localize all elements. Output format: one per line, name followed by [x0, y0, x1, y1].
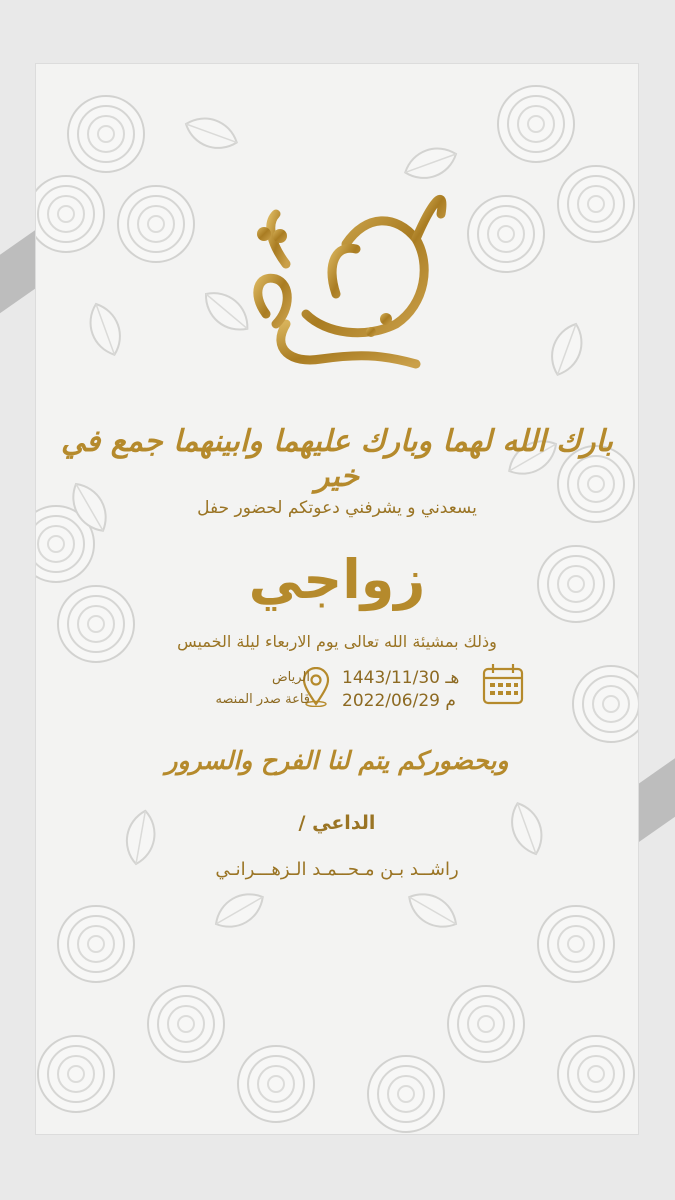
intro-text: يسعدني و يشرفني دعوتكم لحضور حفل [197, 498, 477, 518]
event-when-text: وذلك بمشيئة الله تعالى يوم الاربعاء ليلة الخميس [177, 632, 497, 651]
closing-text: وبحضوركم يتم لنا الفرح والسرور [165, 746, 509, 775]
invitation-title [36, 214, 638, 215]
calendar-icon [480, 661, 526, 707]
invitation-title-calligraphy [36, 64, 638, 404]
host-label: الداعي / [298, 812, 376, 834]
gregorian-date: 2022/06/29 م [342, 691, 456, 711]
event-details-row [36, 659, 638, 729]
invitation-card [36, 64, 638, 1134]
blessing-text: بارك الله لهما وبارك عليهما وابينهما جمع في خير [61, 424, 613, 494]
date-block [342, 667, 459, 713]
host-name: راشــد بـن مـحــمـد الـزهـــرانـي [215, 859, 459, 880]
hijri-date: 1443/11/30 هـ [342, 668, 460, 688]
venue-name: قاعة صدر المنصه [215, 692, 310, 707]
city-name: الرياض [271, 670, 310, 685]
place-block [192, 667, 310, 711]
event-title: زواجي [248, 548, 426, 611]
